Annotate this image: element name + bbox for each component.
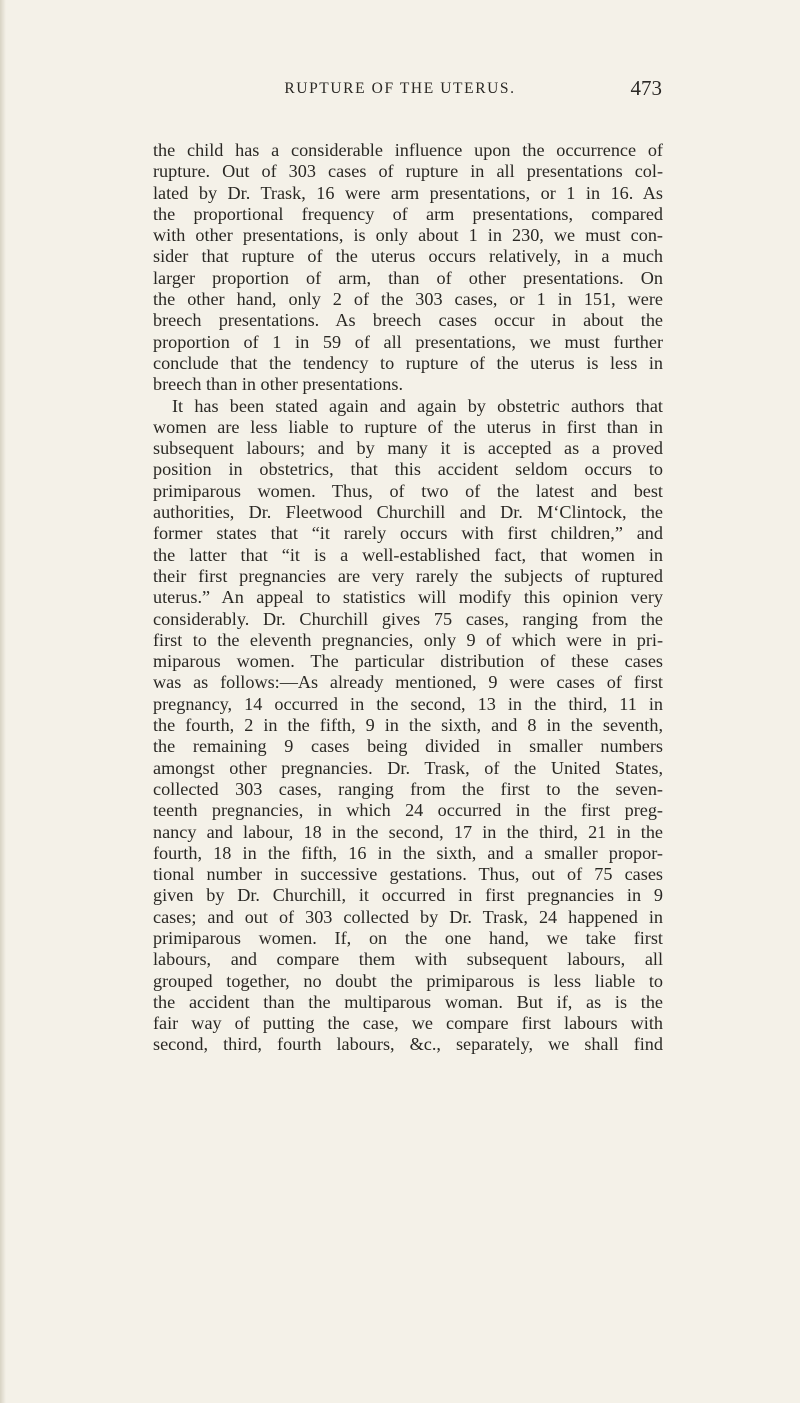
body-text	[153, 140, 663, 1056]
text-line: their first pregnancies are very rarely the subjects of ruptured	[153, 565, 663, 586]
page-number: 473	[630, 76, 662, 100]
text-line: the proportional frequency of arm presentations, compared	[153, 203, 663, 224]
text-line: miparous women. The particular distribution of these cases	[153, 651, 663, 672]
text-line: fourth, 18 in the fifth, 16 in the sixth, and a smaller propor-	[153, 842, 663, 863]
text-line: It has been stated again and again by obstetric authors that	[172, 395, 663, 416]
text-line: former states that “it rarely occurs with first children,” and	[153, 523, 663, 544]
text-line: primiparous women. Thus, of two of the latest and best	[153, 480, 663, 501]
text-line: sider that rupture of the uterus occurs relatively, in a much	[153, 246, 663, 267]
text-line: the latter that “it is a well-established fact, that women in	[153, 544, 663, 565]
text-line: tional number in successive gestations. Thus, out of 75 cases	[153, 864, 663, 885]
text-line: lated by Dr. Trask, 16 were arm presentations, or 1 in 16. As	[153, 182, 663, 203]
text-line: was as follows:—As already mentioned, 9 were cases of first	[153, 672, 663, 693]
page-header	[0, 76, 800, 106]
page-edge	[0, 0, 6, 1403]
running-head: RUPTURE OF THE UTERUS.	[284, 80, 516, 97]
text-line: cases; and out of 303 collected by Dr. Trask, 24 happened in	[153, 906, 663, 927]
text-line: primiparous women. If, on the one hand, we take first	[153, 927, 663, 948]
text-line: authorities, Dr. Fleetwood Churchill and Dr. M‘Clintock, the	[153, 502, 663, 523]
text-line: with other presentations, is only about 1 in 230, we must con-	[153, 225, 663, 246]
text-line: uterus.” An appeal to statistics will modify this opinion very	[153, 587, 663, 608]
text-line: breech presentations. As breech cases occur in about the	[153, 310, 663, 331]
text-line: conclude that the tendency to rupture of the uterus is less in	[153, 352, 663, 373]
text-line: the fourth, 2 in the fifth, 9 in the sixth, and 8 in the seventh,	[153, 715, 663, 736]
text-line: position in obstetrics, that this accident seldom occurs to	[153, 459, 663, 480]
text-line: amongst other pregnancies. Dr. Trask, of the United States,	[153, 757, 663, 778]
text-line: larger proportion of arm, than of other presentations. On	[153, 267, 663, 288]
text-line: fair way of putting the case, we compare first labours with	[153, 1013, 663, 1034]
text-line: given by Dr. Churchill, it occurred in first pregnancies in 9	[153, 885, 663, 906]
text-line: rupture. Out of 303 cases of rupture in all presentations col-	[153, 161, 663, 182]
text-line: the child has a considerable influence upon the occurrence of	[153, 140, 663, 160]
text-line: considerably. Dr. Churchill gives 75 cases, ranging from the	[153, 608, 663, 629]
text-line: second, third, fourth labours, &c., separately, we shall find	[153, 1034, 663, 1055]
text-line: the remaining 9 cases being divided in smaller numbers	[153, 736, 663, 757]
text-line: grouped together, no doubt the primiparous is less liable to	[153, 970, 663, 991]
text-line: first to the eleventh pregnancies, only 9 of which were in pri-	[153, 629, 663, 650]
text-line: the other hand, only 2 of the 303 cases, or 1 in 151, were	[153, 289, 663, 310]
text-line: proportion of 1 in 59 of all presentations, we must further	[153, 331, 663, 352]
text-line: nancy and labour, 18 in the second, 17 in the third, 21 in the	[153, 821, 663, 842]
text-line: collected 303 cases, ranging from the first to the seven-	[153, 778, 663, 799]
text-line: women are less liable to rupture of the uterus in first than in	[153, 416, 663, 437]
text-line: teenth pregnancies, in which 24 occurred in the first preg-	[153, 800, 663, 821]
text-line: breech than in other presentations.	[153, 374, 403, 395]
text-line: labours, and compare them with subsequent labours, all	[153, 949, 663, 970]
text-line: pregnancy, 14 occurred in the second, 13 in the third, 11 in	[153, 693, 663, 714]
text-line: the accident than the multiparous woman. But if, as is the	[153, 991, 663, 1012]
text-line: subsequent labours; and by many it is accepted as a proved	[153, 438, 663, 459]
